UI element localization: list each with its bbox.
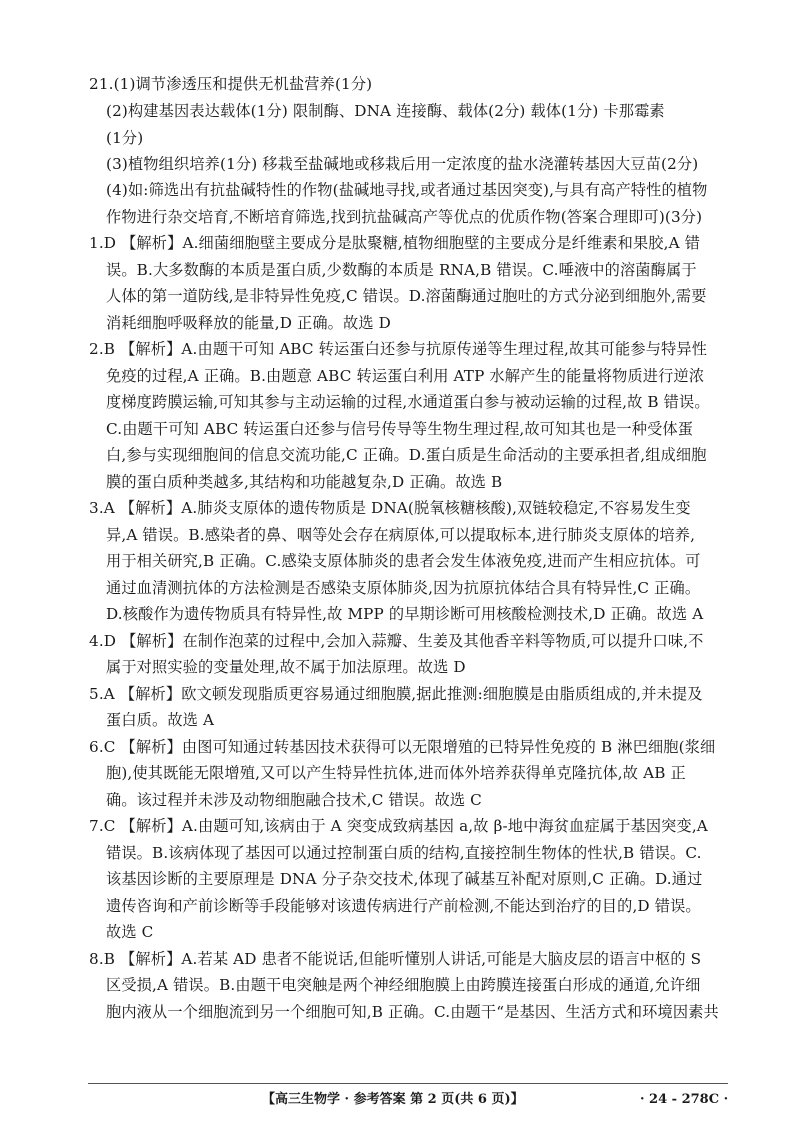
q21-line-3: (1分)	[106, 129, 144, 147]
answer-1-line-4: 消耗细胞呼吸释放的能量,D 正确。故选 D	[106, 314, 391, 332]
answer-1-line-3: 人体的第一道防线,是非特异性免疫,C 错误。D.溶菌酶通过胞吐的方式分泌到细胞外,需要	[106, 287, 707, 305]
q21-line-5: (4)如:筛选出有抗盐碱特性的作物(盐碱地寻找,或者通过基因突变),与具有高产特性的植物	[106, 181, 708, 199]
answer-3-line-1: 3.A 【解析】A.肺炎支原体的遗传物质是 DNA(脱氧核糖核酸),双链较稳定,不容易发生变	[89, 499, 691, 517]
answer-7-line-4: 遗传咨询和产前诊断等手段能够对该遗传病进行产前检测,不能达到治疗的目的,D 错误。	[106, 897, 701, 915]
answer-3-line-4: 通过血清测抗体的方法检测是否感染支原体肺炎,因为抗原抗体结合具有特异性,C 正确。	[106, 579, 701, 597]
answer-8-line-2: 区受损,A 错误。B.由题干电突触是两个神经细胞膜上由跨膜连接蛋白形成的通道,允许细	[106, 976, 701, 994]
answer-3-line-5: D.核酸作为遗传物质具有特异性,故 MPP 的早期诊断可用核酸检测技术,D 正确。故选 A	[106, 605, 704, 623]
answer-2-line-2: 免疫的过程,A 正确。B.由题意 ABC 转运蛋白利用 ATP 水解产生的能量将物质进行逆浓	[106, 367, 705, 385]
answer-4-line-1: 4.D 【解析】在制作泡菜的过程中,会加入蒜瓣、生姜及其他香辛料等物质,可以提升口味,不	[89, 632, 704, 650]
answer-2-line-1: 2.B 【解析】A.由题干可知 ABC 转运蛋白还参与抗原传递等生理过程,故其可能参与特异性	[89, 340, 708, 358]
answer-7-line-5: 故选 C	[106, 923, 154, 941]
answer-6-line-3: 确。该过程并未涉及动物细胞融合技术,C 错误。故选 C	[106, 791, 482, 809]
q21-line-1: 21.(1)调节渗透压和提供无机盐营养(1分)	[89, 75, 373, 93]
footer-doc-code: · 24 - 278C ·	[640, 1092, 729, 1107]
q21-line-4: (3)植物组织培养(1分) 移栽至盐碱地或移栽后用一定浓度的盐水浇灌转基因大豆苗(2分)	[106, 155, 699, 173]
answer-4-line-2: 属于对照实验的变量处理,故不属于加法原理。故选 D	[106, 658, 466, 676]
footer-page-label: 【高三生物学 · 参考答案 第 2 页(共 6 页)】	[262, 1092, 524, 1107]
q21-line-6: 作物进行杂交培育,不断培育筛选,找到抗盐碱高产等优点的优质作物(答案合理即可)(3分)	[106, 208, 703, 226]
answer-8-line-1: 8.B 【解析】A.若某 AD 患者不能说话,但能听懂别人讲话,可能是大脑皮层的语言中枢的 S	[89, 950, 702, 968]
answer-5-line-1: 5.A 【解析】欧文顿发现脂质更容易通过细胞膜,据此推测:细胞膜是由脂质组成的,并未提及	[89, 685, 703, 703]
answer-7-line-1: 7.C 【解析】A.由题可知,该病由于 A 突变成致病基因 a,故 β-地中海贫血症属于基因突变,A	[89, 817, 708, 835]
answer-7-line-2: 错误。B.该病体现了基因可以通过控制蛋白质的结构,直接控制生物体的性状,B 错误。C.	[106, 844, 702, 862]
answer-6-line-1: 6.C 【解析】由图可知通过转基因技术获得可以无限增殖的已特异性免疫的 B 淋巴细胞(浆细	[89, 738, 716, 756]
answer-7-line-3: 该基因诊断的主要原理是 DNA 分子杂交技术,体现了碱基互补配对原则,C 正确。D.通过	[106, 870, 703, 888]
answer-6-line-2: 胞),使其既能无限增殖,又可以产生特异性抗体,进而体外培养获得单克隆抗体,故 AB 正	[106, 764, 686, 782]
answer-5-line-2: 蛋白质。故选 A	[106, 711, 215, 729]
footer-divider	[88, 1083, 728, 1084]
answer-2-line-6: 膜的蛋白质种类越多,其结构和功能越复杂,D 正确。故选 B	[106, 473, 503, 491]
answer-8-line-3: 胞内液从一个细胞流到另一个细胞可知,B 正确。C.由题干“是基因、生活方式和环境因素共	[106, 1003, 719, 1021]
answer-3-line-2: 异,A 错误。B.感染者的鼻、咽等处会存在病原体,可以提取标本,进行肺炎支原体的培养,	[106, 526, 696, 544]
answer-3-line-3: 用于相关研究,B 正确。C.感染支原体肺炎的患者会发生体液免疫,进而产生相应抗体。可	[106, 552, 701, 570]
answer-2-line-5: 白,参与实现细胞间的信息交流功能,C 正确。D.蛋白质是生命活动的主要承担者,组成细胞	[106, 446, 707, 464]
q21-line-2: (2)构建基因表达载体(1分) 限制酶、DNA 连接酶、载体(2分) 载体(1分) 卡那霉素	[106, 102, 665, 120]
answer-2-line-4: C.由题干可知 ABC 转运蛋白还参与信号传导等生物生理过程,故可知其也是一种受体蛋	[106, 420, 694, 438]
answer-1-line-1: 1.D 【解析】A.细菌细胞壁主要成分是肽聚糖,植物细胞壁的主要成分是纤维素和果胶,A 错	[89, 234, 701, 252]
answer-1-line-2: 误。B.大多数酶的本质是蛋白质,少数酶的本质是 RNA,B 错误。C.唾液中的溶菌酶属于	[106, 261, 697, 279]
answer-2-line-3: 度梯度跨膜运输,可知其参与主动运输的过程,水通道蛋白参与被动运输的过程,故 B 错误。	[106, 393, 710, 411]
